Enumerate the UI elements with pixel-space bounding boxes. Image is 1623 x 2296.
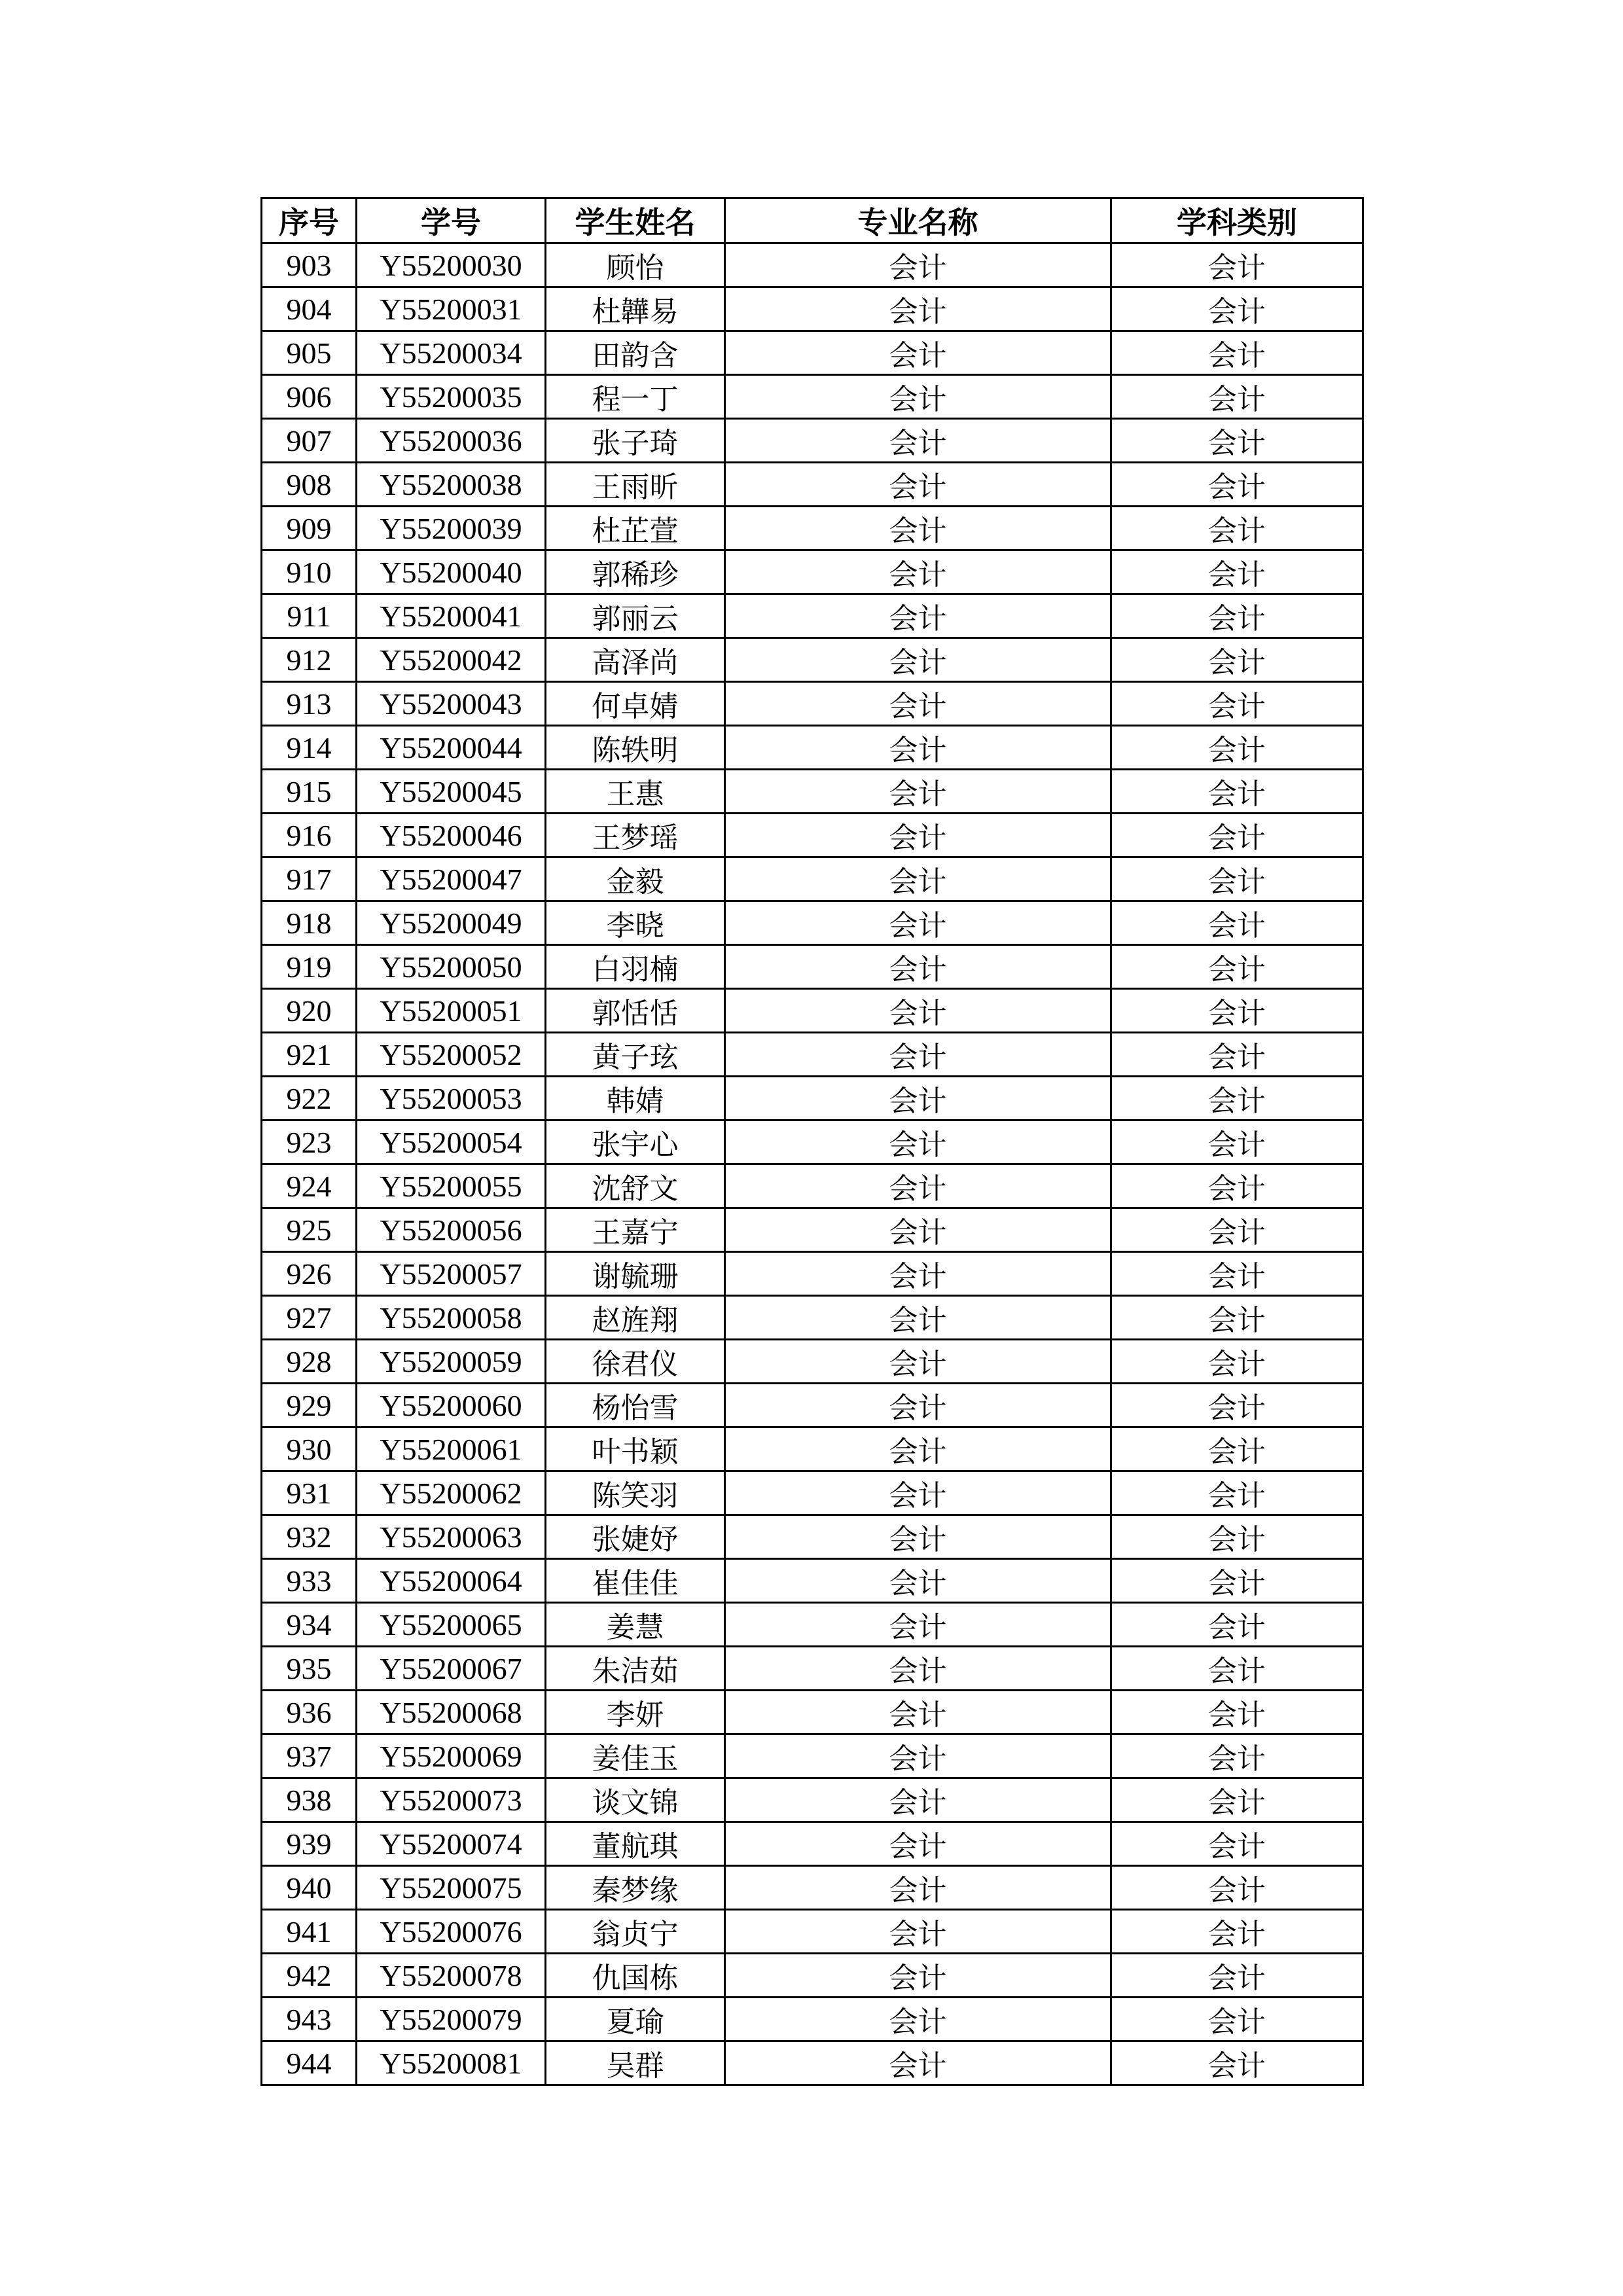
cell-seq: 918: [262, 901, 357, 945]
cell-seq: 908: [262, 463, 357, 507]
cell-student-name: 郭稀珍: [546, 550, 725, 594]
cell-student-name: 顾怡: [546, 243, 725, 287]
table-row: [262, 814, 1363, 857]
cell-student-name: 仇国栋: [546, 1954, 725, 1998]
table-row: [262, 550, 1363, 594]
cell-discipline-category: 会计: [1111, 1384, 1363, 1427]
cell-student-id: Y55200036: [357, 419, 546, 463]
cell-student-name: 李妍: [546, 1691, 725, 1734]
cell-discipline-category: 会计: [1111, 1822, 1363, 1866]
cell-student-name: 杜芷萱: [546, 507, 725, 550]
table-row: [262, 1427, 1363, 1471]
cell-student-name: 张子琦: [546, 419, 725, 463]
cell-major-name: 会计: [725, 1866, 1111, 1910]
cell-student-id: Y55200054: [357, 1121, 546, 1164]
cell-student-id: Y55200030: [357, 243, 546, 287]
table-row: [262, 901, 1363, 945]
cell-seq: 927: [262, 1296, 357, 1340]
cell-discipline-category: 会计: [1111, 1077, 1363, 1121]
cell-major-name: 会计: [725, 243, 1111, 287]
cell-seq: 937: [262, 1734, 357, 1778]
cell-student-id: Y55200073: [357, 1778, 546, 1822]
cell-discipline-category: 会计: [1111, 945, 1363, 989]
cell-student-name: 姜慧: [546, 1603, 725, 1647]
cell-discipline-category: 会计: [1111, 1603, 1363, 1647]
cell-seq: 917: [262, 857, 357, 901]
cell-student-name: 王嘉宁: [546, 1208, 725, 1252]
cell-major-name: 会计: [725, 1691, 1111, 1734]
cell-major-name: 会计: [725, 594, 1111, 638]
table-row: [262, 1515, 1363, 1559]
cell-student-name: 杜韡易: [546, 287, 725, 331]
cell-student-id: Y55200075: [357, 1866, 546, 1910]
cell-student-name: 董航琪: [546, 1822, 725, 1866]
cell-student-id: Y55200074: [357, 1822, 546, 1866]
cell-seq: 905: [262, 331, 357, 375]
table-row: [262, 1340, 1363, 1384]
cell-discipline-category: 会计: [1111, 1121, 1363, 1164]
cell-student-id: Y55200078: [357, 1954, 546, 1998]
cell-student-id: Y55200043: [357, 682, 546, 726]
cell-student-name: 陈笑羽: [546, 1471, 725, 1515]
cell-student-id: Y55200056: [357, 1208, 546, 1252]
cell-seq: 920: [262, 989, 357, 1033]
cell-seq: 911: [262, 594, 357, 638]
table-body: [262, 243, 1363, 2085]
table-row: [262, 1866, 1363, 1910]
cell-student-id: Y55200064: [357, 1559, 546, 1603]
cell-major-name: 会计: [725, 1910, 1111, 1954]
cell-student-name: 杨怡雪: [546, 1384, 725, 1427]
cell-major-name: 会计: [725, 507, 1111, 550]
cell-seq: 924: [262, 1164, 357, 1208]
cell-major-name: 会计: [725, 945, 1111, 989]
cell-student-name: 叶书颖: [546, 1427, 725, 1471]
cell-student-id: Y55200042: [357, 638, 546, 682]
cell-discipline-category: 会计: [1111, 726, 1363, 770]
cell-seq: 925: [262, 1208, 357, 1252]
cell-major-name: 会计: [725, 1384, 1111, 1427]
header-seq: 序号: [262, 198, 357, 243]
cell-discipline-category: 会计: [1111, 550, 1363, 594]
cell-seq: 926: [262, 1252, 357, 1296]
cell-major-name: 会计: [725, 770, 1111, 814]
cell-seq: 921: [262, 1033, 357, 1077]
cell-discipline-category: 会计: [1111, 507, 1363, 550]
cell-major-name: 会计: [725, 1427, 1111, 1471]
cell-discipline-category: 会计: [1111, 375, 1363, 419]
cell-student-name: 吴群: [546, 2041, 725, 2085]
cell-major-name: 会计: [725, 1559, 1111, 1603]
cell-major-name: 会计: [725, 1164, 1111, 1208]
cell-student-name: 陈轶明: [546, 726, 725, 770]
table-row: [262, 594, 1363, 638]
cell-seq: 930: [262, 1427, 357, 1471]
cell-student-id: Y55200062: [357, 1471, 546, 1515]
cell-seq: 906: [262, 375, 357, 419]
cell-student-id: Y55200040: [357, 550, 546, 594]
cell-seq: 941: [262, 1910, 357, 1954]
cell-student-id: Y55200076: [357, 1910, 546, 1954]
cell-discipline-category: 会计: [1111, 1910, 1363, 1954]
table-row: [262, 243, 1363, 287]
table-row: [262, 1954, 1363, 1998]
table-row: [262, 287, 1363, 331]
cell-student-id: Y55200079: [357, 1998, 546, 2041]
cell-discipline-category: 会计: [1111, 463, 1363, 507]
cell-seq: 933: [262, 1559, 357, 1603]
table-row: [262, 1252, 1363, 1296]
cell-student-id: Y55200059: [357, 1340, 546, 1384]
cell-major-name: 会计: [725, 638, 1111, 682]
cell-discipline-category: 会计: [1111, 594, 1363, 638]
cell-student-name: 沈舒文: [546, 1164, 725, 1208]
table-row: [262, 1734, 1363, 1778]
cell-student-name: 王雨昕: [546, 463, 725, 507]
cell-seq: 943: [262, 1998, 357, 2041]
cell-student-name: 郭丽云: [546, 594, 725, 638]
cell-seq: 907: [262, 419, 357, 463]
table-row: [262, 1910, 1363, 1954]
cell-student-name: 王梦瑶: [546, 814, 725, 857]
table-row: [262, 1998, 1363, 2041]
cell-seq: 913: [262, 682, 357, 726]
table-row: [262, 463, 1363, 507]
cell-student-name: 韩婧: [546, 1077, 725, 1121]
cell-seq: 944: [262, 2041, 357, 2085]
cell-discipline-category: 会计: [1111, 419, 1363, 463]
cell-major-name: 会计: [725, 1603, 1111, 1647]
table-row: [262, 1121, 1363, 1164]
cell-discipline-category: 会计: [1111, 638, 1363, 682]
cell-discipline-category: 会计: [1111, 1296, 1363, 1340]
cell-student-id: Y55200060: [357, 1384, 546, 1427]
header-student-name: 学生姓名: [546, 198, 725, 243]
cell-discipline-category: 会计: [1111, 1998, 1363, 2041]
cell-seq: 932: [262, 1515, 357, 1559]
student-roster-table: [260, 197, 1364, 2086]
table-row: [262, 638, 1363, 682]
cell-student-id: Y55200063: [357, 1515, 546, 1559]
cell-student-id: Y55200052: [357, 1033, 546, 1077]
cell-major-name: 会计: [725, 2041, 1111, 2085]
cell-student-name: 金毅: [546, 857, 725, 901]
cell-seq: 922: [262, 1077, 357, 1121]
cell-major-name: 会计: [725, 901, 1111, 945]
cell-student-name: 高泽尚: [546, 638, 725, 682]
cell-discipline-category: 会计: [1111, 1033, 1363, 1077]
cell-major-name: 会计: [725, 419, 1111, 463]
cell-major-name: 会计: [725, 1954, 1111, 1998]
table-row: [262, 375, 1363, 419]
table-row: [262, 1033, 1363, 1077]
cell-discipline-category: 会计: [1111, 1778, 1363, 1822]
table-row: [262, 682, 1363, 726]
cell-discipline-category: 会计: [1111, 814, 1363, 857]
cell-student-name: 郭恬恬: [546, 989, 725, 1033]
table-row: [262, 857, 1363, 901]
cell-major-name: 会计: [725, 989, 1111, 1033]
cell-student-id: Y55200065: [357, 1603, 546, 1647]
cell-student-name: 朱洁茹: [546, 1647, 725, 1691]
cell-student-name: 崔佳佳: [546, 1559, 725, 1603]
cell-seq: 903: [262, 243, 357, 287]
cell-student-name: 李晓: [546, 901, 725, 945]
cell-discipline-category: 会计: [1111, 1252, 1363, 1296]
cell-discipline-category: 会计: [1111, 1471, 1363, 1515]
cell-seq: 929: [262, 1384, 357, 1427]
cell-discipline-category: 会计: [1111, 682, 1363, 726]
cell-major-name: 会计: [725, 331, 1111, 375]
cell-student-name: 赵旌翔: [546, 1296, 725, 1340]
cell-discipline-category: 会计: [1111, 1691, 1363, 1734]
cell-discipline-category: 会计: [1111, 1866, 1363, 1910]
cell-seq: 934: [262, 1603, 357, 1647]
cell-major-name: 会计: [725, 814, 1111, 857]
cell-discipline-category: 会计: [1111, 243, 1363, 287]
cell-seq: 923: [262, 1121, 357, 1164]
table-row: [262, 1208, 1363, 1252]
cell-seq: 938: [262, 1778, 357, 1822]
cell-major-name: 会计: [725, 1822, 1111, 1866]
cell-discipline-category: 会计: [1111, 989, 1363, 1033]
cell-major-name: 会计: [725, 1471, 1111, 1515]
cell-student-name: 姜佳玉: [546, 1734, 725, 1778]
cell-student-id: Y55200039: [357, 507, 546, 550]
cell-student-id: Y55200058: [357, 1296, 546, 1340]
cell-major-name: 会计: [725, 857, 1111, 901]
cell-major-name: 会计: [725, 1077, 1111, 1121]
cell-major-name: 会计: [725, 1252, 1111, 1296]
table-row: [262, 507, 1363, 550]
cell-student-name: 夏瑜: [546, 1998, 725, 2041]
table-row: [262, 1384, 1363, 1427]
cell-major-name: 会计: [725, 1033, 1111, 1077]
table-row: [262, 1822, 1363, 1866]
cell-major-name: 会计: [725, 1296, 1111, 1340]
cell-major-name: 会计: [725, 726, 1111, 770]
cell-student-id: Y55200034: [357, 331, 546, 375]
cell-seq: 928: [262, 1340, 357, 1384]
cell-seq: 940: [262, 1866, 357, 1910]
cell-major-name: 会计: [725, 375, 1111, 419]
cell-major-name: 会计: [725, 1734, 1111, 1778]
table-row: [262, 726, 1363, 770]
cell-major-name: 会计: [725, 1998, 1111, 2041]
cell-major-name: 会计: [725, 1121, 1111, 1164]
cell-student-name: 张宇心: [546, 1121, 725, 1164]
cell-student-id: Y55200031: [357, 287, 546, 331]
cell-discipline-category: 会计: [1111, 1208, 1363, 1252]
cell-discipline-category: 会计: [1111, 1515, 1363, 1559]
table-row: [262, 1778, 1363, 1822]
table-row: [262, 1559, 1363, 1603]
cell-seq: 909: [262, 507, 357, 550]
cell-student-id: Y55200041: [357, 594, 546, 638]
cell-discipline-category: 会计: [1111, 857, 1363, 901]
cell-major-name: 会计: [725, 287, 1111, 331]
cell-student-name: 黄子玹: [546, 1033, 725, 1077]
cell-major-name: 会计: [725, 463, 1111, 507]
cell-major-name: 会计: [725, 1340, 1111, 1384]
table-row: [262, 331, 1363, 375]
cell-seq: 919: [262, 945, 357, 989]
cell-student-name: 翁贞宁: [546, 1910, 725, 1954]
cell-major-name: 会计: [725, 1647, 1111, 1691]
cell-student-id: Y55200038: [357, 463, 546, 507]
cell-seq: 931: [262, 1471, 357, 1515]
cell-student-id: Y55200061: [357, 1427, 546, 1471]
cell-discipline-category: 会计: [1111, 1559, 1363, 1603]
table-row: [262, 1691, 1363, 1734]
cell-seq: 942: [262, 1954, 357, 1998]
cell-discipline-category: 会计: [1111, 1647, 1363, 1691]
cell-major-name: 会计: [725, 1208, 1111, 1252]
cell-discipline-category: 会计: [1111, 1164, 1363, 1208]
cell-student-name: 张婕妤: [546, 1515, 725, 1559]
cell-student-id: Y55200051: [357, 989, 546, 1033]
cell-discipline-category: 会计: [1111, 1954, 1363, 1998]
cell-student-name: 程一丁: [546, 375, 725, 419]
table-row: [262, 1077, 1363, 1121]
cell-discipline-category: 会计: [1111, 287, 1363, 331]
cell-student-name: 谈文锦: [546, 1778, 725, 1822]
cell-discipline-category: 会计: [1111, 331, 1363, 375]
table-row: [262, 1647, 1363, 1691]
cell-student-id: Y55200053: [357, 1077, 546, 1121]
cell-student-name: 徐君仪: [546, 1340, 725, 1384]
cell-student-id: Y55200069: [357, 1734, 546, 1778]
cell-student-id: Y55200067: [357, 1647, 546, 1691]
cell-seq: 915: [262, 770, 357, 814]
cell-major-name: 会计: [725, 682, 1111, 726]
cell-student-id: Y55200047: [357, 857, 546, 901]
table-row: [262, 945, 1363, 989]
cell-seq: 916: [262, 814, 357, 857]
cell-student-id: Y55200081: [357, 2041, 546, 2085]
cell-discipline-category: 会计: [1111, 901, 1363, 945]
cell-student-id: Y55200044: [357, 726, 546, 770]
cell-seq: 904: [262, 287, 357, 331]
cell-discipline-category: 会计: [1111, 1734, 1363, 1778]
cell-discipline-category: 会计: [1111, 1340, 1363, 1384]
header-discipline-category: 学科类别: [1111, 198, 1363, 243]
table-row: [262, 989, 1363, 1033]
table-row: [262, 1471, 1363, 1515]
cell-major-name: 会计: [725, 1515, 1111, 1559]
cell-student-id: Y55200050: [357, 945, 546, 989]
cell-student-id: Y55200045: [357, 770, 546, 814]
cell-discipline-category: 会计: [1111, 1427, 1363, 1471]
cell-student-name: 何卓婧: [546, 682, 725, 726]
table-header-row: [262, 198, 1363, 243]
table-row: [262, 1296, 1363, 1340]
cell-seq: 914: [262, 726, 357, 770]
header-major-name: 专业名称: [725, 198, 1111, 243]
table-row: [262, 1164, 1363, 1208]
cell-discipline-category: 会计: [1111, 770, 1363, 814]
cell-student-id: Y55200046: [357, 814, 546, 857]
cell-student-id: Y55200055: [357, 1164, 546, 1208]
cell-major-name: 会计: [725, 1778, 1111, 1822]
cell-seq: 912: [262, 638, 357, 682]
cell-seq: 935: [262, 1647, 357, 1691]
cell-seq: 939: [262, 1822, 357, 1866]
cell-student-id: Y55200068: [357, 1691, 546, 1734]
cell-student-name: 谢毓珊: [546, 1252, 725, 1296]
cell-major-name: 会计: [725, 550, 1111, 594]
table-row: [262, 1603, 1363, 1647]
cell-seq: 936: [262, 1691, 357, 1734]
cell-seq: 910: [262, 550, 357, 594]
cell-student-name: 田韵含: [546, 331, 725, 375]
table-row: [262, 419, 1363, 463]
cell-student-name: 秦梦缘: [546, 1866, 725, 1910]
cell-student-id: Y55200035: [357, 375, 546, 419]
cell-student-id: Y55200049: [357, 901, 546, 945]
cell-student-name: 王惠: [546, 770, 725, 814]
table-row: [262, 770, 1363, 814]
cell-discipline-category: 会计: [1111, 2041, 1363, 2085]
header-student-id: 学号: [357, 198, 546, 243]
cell-student-name: 白羽楠: [546, 945, 725, 989]
cell-student-id: Y55200057: [357, 1252, 546, 1296]
table-row: [262, 2041, 1363, 2085]
